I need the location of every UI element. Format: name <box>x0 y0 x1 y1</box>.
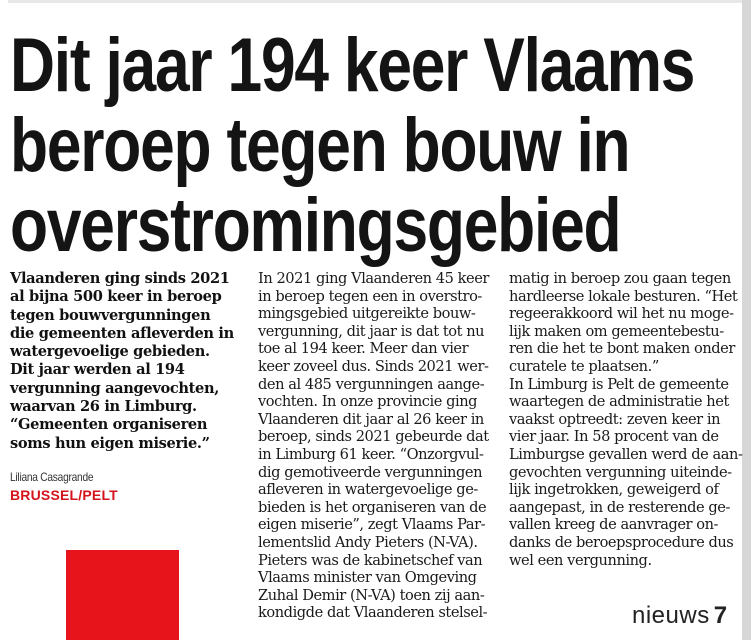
body-line: Vlaanderen dit jaar al 26 keer in <box>258 410 484 428</box>
body-line: vallen kreeg de aanvrager on- <box>509 516 719 534</box>
body-line: danks de beroepsprocedure dus <box>509 533 734 551</box>
body-line: matig in beroep zou gaan tegen <box>509 270 731 287</box>
body-line: Vlaams minister van Omgeving <box>258 569 477 587</box>
body-line: vier jaar. In 58 procent van de <box>509 428 719 446</box>
section-label: nieuws <box>632 602 710 629</box>
lead-line: al bijna 500 keer in beroep <box>10 288 222 306</box>
dateline: BRUSSEL/PELT <box>10 487 118 503</box>
lead-line: waarvan 26 in Limburg. <box>10 398 197 416</box>
body-line: Limburgse gevallen werd de aan- <box>509 445 743 463</box>
author-name: Liliana Casagrande <box>10 470 94 484</box>
page-number: 7 <box>713 602 728 629</box>
body-line: vaakst optreedt: zeven keer in <box>509 410 721 428</box>
body-line: mingsgebied uitgereikte bouw- <box>258 305 476 323</box>
body-line: hardleerse lokale besturen. “Het <box>509 287 738 305</box>
body-line: waartegen de administratie het <box>509 393 729 411</box>
headline <box>10 23 738 268</box>
body-line: eigen miserie”, zegt Vlaams Par- <box>258 516 486 534</box>
body-line: den al 485 vergunningen aange- <box>258 375 485 393</box>
body-line: lijk maken om gemeentebestu- <box>509 322 724 340</box>
lead-line: vergunning aangevochten, <box>10 379 219 397</box>
body-line: in beroep tegen een in overstro- <box>258 287 482 305</box>
body-line: regeerakkoord wil het nu moge- <box>509 305 734 323</box>
body-line: beroep, sinds 2021 gebeurde dat <box>258 428 489 446</box>
body-column-3 <box>509 270 741 569</box>
body-line: Pieters was de kabinetschef van <box>258 551 483 569</box>
lead-line: tegen bouwvergunningen <box>10 306 211 324</box>
headline-line: overstromingsgebied <box>10 183 621 268</box>
lead-line: watergevoelige gebieden. <box>10 343 210 361</box>
page-edge-shadow <box>742 0 751 640</box>
lead-paragraph <box>10 270 246 453</box>
body-column-2 <box>258 270 498 622</box>
body-line: in Limburg 61 keer. “Onzorgvul- <box>258 445 484 463</box>
body-line: Zuhal Demir (N-VA) toen zij aan- <box>258 586 485 604</box>
lead-line: Vlaanderen ging sinds 2021 <box>10 270 230 287</box>
headline-line: Dit jaar 194 keer Vlaams <box>10 23 695 108</box>
body-line: lijk ingetrokken, geweigerd of <box>509 481 719 499</box>
lead-line: Dit jaar werden al 194 <box>10 361 185 379</box>
body-line: lementslid Andy Pieters (N-VA). <box>258 533 478 551</box>
body-line: wel een vergunning. <box>509 551 652 569</box>
body-line: dig gemotiveerde vergunningen <box>258 463 483 481</box>
lead-line: soms hun eigen miserie.” <box>10 434 210 452</box>
body-line: In Limburg is Pelt de gemeente <box>509 375 729 393</box>
body-line: curatele te plaatsen.” <box>509 357 659 375</box>
body-line: toe al 194 keer. Meer dan vier <box>258 340 469 358</box>
lead-line: “Gemeenten organiseren <box>10 416 208 434</box>
body-line: ren die het te bont maken onder <box>509 340 735 358</box>
body-line: kondigde dat Vlaanderen stelsel- <box>258 604 488 622</box>
body-line: In 2021 ging Vlaanderen 45 keer <box>258 270 489 287</box>
body-line: gevochten vergunning uiteinde- <box>509 463 732 481</box>
body-line: bieden is het organiseren van de <box>258 498 487 516</box>
body-line: vochten. In onze provincie ging <box>258 393 478 411</box>
section-footer <box>632 602 727 630</box>
body-line: vergunning, dit jaar is dat tot nu <box>258 322 485 340</box>
body-line: keer zoveel dus. Sinds 2021 wer- <box>258 357 489 375</box>
red-photo-block <box>66 550 179 640</box>
body-line: afleveren in watergevoelige ge- <box>258 481 478 499</box>
headline-line: beroep tegen bouw in <box>10 103 630 188</box>
body-line: aangepast, in de resterende ge- <box>509 498 730 516</box>
top-rule <box>8 0 743 3</box>
lead-line: die gemeenten afleverden in <box>10 324 234 342</box>
